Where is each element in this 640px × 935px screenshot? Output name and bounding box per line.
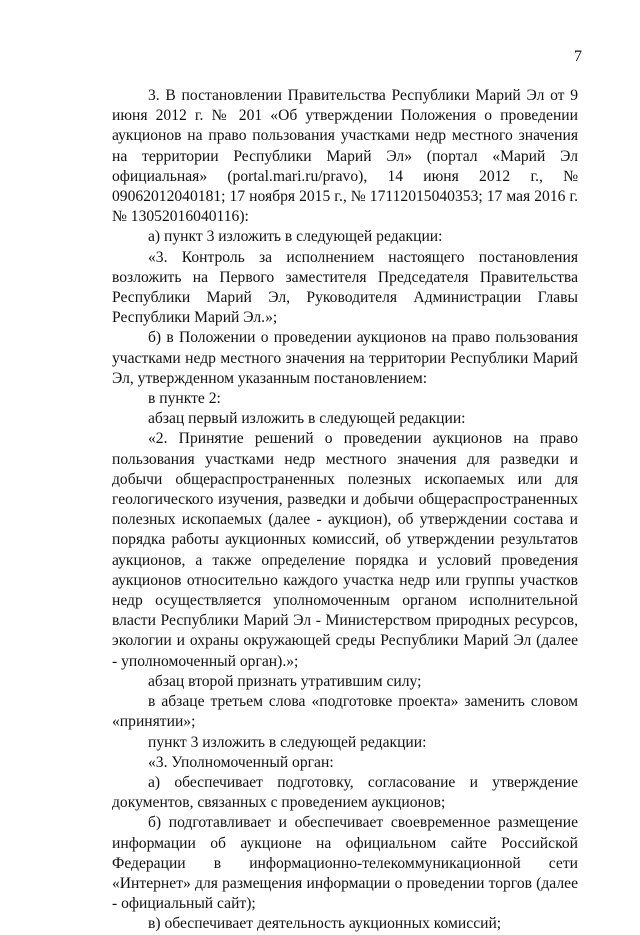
paragraph-item-a: а) пункт 3 изложить в следующей редакции: xyxy=(148,228,443,246)
paragraph-second-subparagraph: абзац второй признать утратившим силу; xyxy=(148,672,422,690)
paragraph-first-subparagraph: абзац первый изложить в следующей редакции: xyxy=(148,410,466,428)
paragraph-point-3: пункт 3 изложить в следующей редакции: xyxy=(148,733,427,751)
paragraph-subitem-a: а) обеспечивает подготовку, согласование и утверждение документов, связанных с проведением аукционов; xyxy=(112,773,578,812)
paragraph-resolution-intro: 3. В постановлении Правительства Республики Марий Эл от 9 июня 2012 г. № 201 «Об утверждении Положения о проведении аукционов на право пользования участками недр местного значения на территории Республики Марий Эл» (портал «Марий Эл официальная» (portal.mari.ru/pravo), 14 июня 2012 г., № 09062012040181; 17 ноября 2015 г., № 17112015040353; 17 мая 2016 г. № 13052016040116): xyxy=(112,87,578,226)
paragraph-control-clause: «3. Контроль за исполнением настоящего постановления возложить на Первого заместителя Председателя Правительства Республики Марий Эл, Руководителя Администрации Главы Республики Марий Эл.»; xyxy=(112,248,578,327)
paragraph-in-point-2: в пункте 2: xyxy=(148,390,221,408)
paragraph-item-b: б) в Положении о проведении аукционов на право пользования участками недр местного значения на территории Республики Марий Эл, утвержденном указанным постановлением: xyxy=(112,329,578,387)
paragraph-authorized-body: «3. Уполномоченный орган: xyxy=(148,753,334,771)
document-body xyxy=(112,86,578,935)
page-number: 7 xyxy=(574,48,582,65)
paragraph-subitem-c: в) обеспечивает деятельность аукционных комиссий; xyxy=(148,915,502,933)
paragraph-subitem-b: б) подготавливает и обеспечивает своевременное размещение информации об аукционе на официальном сайте Российской Федерации в информационно-телекоммуникационной сети «Интернет» для размещения информации о проведении торгов (далее - официальный сайт); xyxy=(112,814,578,913)
paragraph-third-subparagraph: в абзаце третьем слова «подготовке проекта» заменить словом «принятии»; xyxy=(112,693,578,731)
paragraph-decision-clause: «2. Принятие решений о проведении аукционов на право пользования участками недр местного значения для разведки и добычи общераспространенных полезных ископаемых или для геологического изучения, разведки и добычи общераспространенных полезных ископаемых (далее - аукцион), об утверждении состава и порядка работы аукционных комиссий, об утверждении результатов аукционов, а также определение порядка и условий проведения аукционов относительно каждого участка недр или группы участков недр осуществляется уполномоченным органом исполнительной власти Республики Марий Эл - Министерством природных ресурсов, экологии и охраны окружающей среды Республики Марий Эл (далее - уполномоченный орган).»; xyxy=(112,430,578,670)
